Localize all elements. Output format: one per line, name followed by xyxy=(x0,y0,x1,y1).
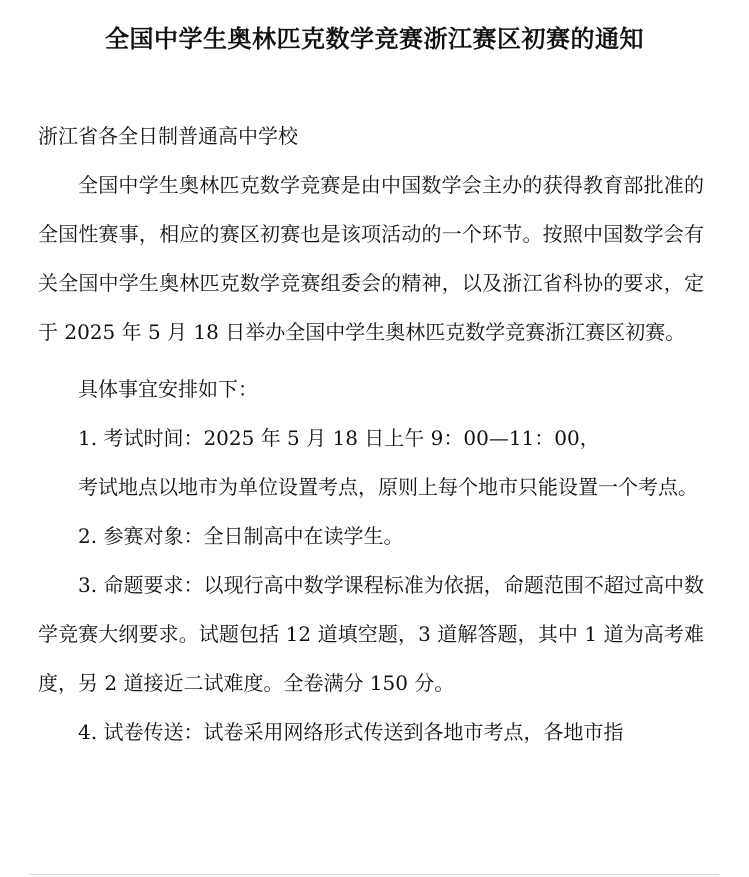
item-requirements: 3. 命题要求：以现行高中数学课程标准为依据，命题范围不超过高中数学竞赛大纲要求。试题包括 12 道填空题，3 道解答题，其中 1 道为高考难度，另 2 道接近二试难度。全卷满分 150 分。 xyxy=(38,573,704,695)
arrangement-intro: 具体事宜安排如下： xyxy=(78,377,258,401)
page-bottom-rule xyxy=(30,874,719,875)
intro-paragraph: 全国中学生奥林匹克数学竞赛是由中国数学会主办的获得教育部批准的全国性赛事，相应的赛区初赛也是该项活动的一个环节。按照中国数学会有关全国中学生奥林匹克数学竞赛组委会的精神，以及浙江省科协的要求，定于 2025 年 5 月 18 日举办全国中学生奥林匹克数学竞赛浙江赛区初赛。 xyxy=(38,173,704,344)
item-exam-time: 1. 考试时间：2025 年 5 月 18 日上午 9：00—11：00， xyxy=(78,426,600,450)
item-exam-location: 考试地点以地市为单位设置考点，原则上每个地市只能设置一个考点。 xyxy=(78,475,698,499)
salutation: 浙江省各全日制普通高中学校 xyxy=(38,124,298,148)
paragraph-gap xyxy=(38,357,704,365)
document-title: 全国中学生奥林匹克数学竞赛浙江赛区初赛的通知 xyxy=(105,25,644,53)
item-paper-delivery: 4. 试卷传送：试卷采用网络形式传送到各地市考点，各地市指 xyxy=(78,720,624,744)
document-body xyxy=(38,112,704,757)
item-participants: 2. 参赛对象：全日制高中在读学生。 xyxy=(78,524,404,548)
